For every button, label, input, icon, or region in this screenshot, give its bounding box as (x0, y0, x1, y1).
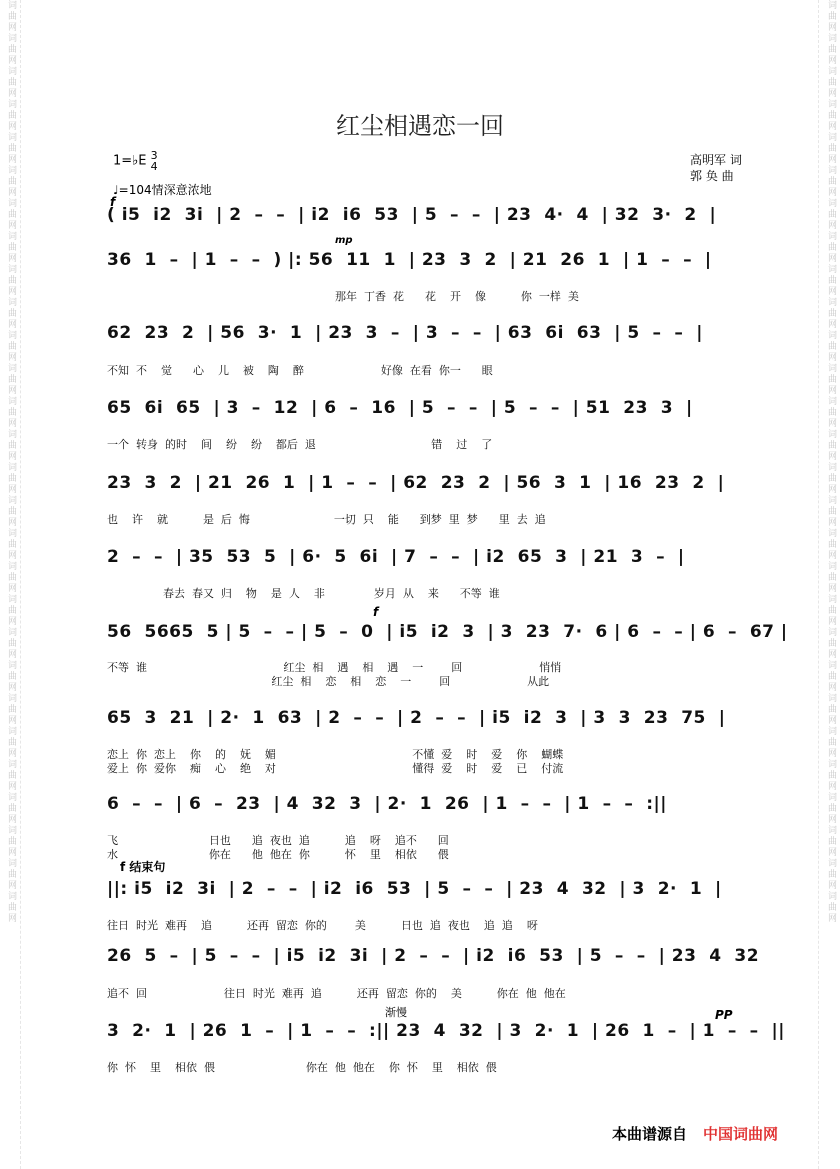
tempo-marking: ♩=104情深意浓地 (113, 183, 212, 197)
lyric-line: 爱上 你 爱你 痴 心 绝 对 懂得 爱 时 爱 已 付流 (107, 762, 564, 775)
music-row: 23 3 2 | 21 26 1 | 1 – – | 62 23 2 | 56 3 1 | 16 23 2 | (107, 473, 725, 493)
song-title: 红尘相遇恋一回 (336, 112, 504, 140)
dynamic-mp: mp (335, 235, 353, 246)
music-row: 3 2· 1 | 26 1 – | 1 – – :|| 23 4 32 | 3 2· 1 | 26 1 – | 1 – – || (107, 1021, 785, 1041)
left-margin-line (20, 0, 21, 1169)
key-prefix: 1= (113, 153, 133, 169)
lyric-line: 往日 时光 难再 追 还再 留恋 你的 美 日也 追 夜也 追 追 呀 (107, 919, 538, 932)
lyric-line: 一个 转身 的时 间 纷 纷 都后 退 错 过 了 (107, 438, 493, 451)
music-row: 65 6i 65 | 3 – 12 | 6 – 16 | 5 – – | 5 – – | 51 23 3 | (107, 398, 693, 418)
lyric-line: 红尘 相 恋 相 恋 一 回 从此 (107, 675, 550, 688)
lyric-line: 恋上 你 恋上 你 的 妩 媚 不懂 爱 时 爱 你 蝴蝶 (107, 748, 564, 761)
lyric-line: 水 你在 他 他在 你 怀 里 相依 偎 (107, 848, 449, 861)
ending-phrase-mark: f 结束句 (120, 860, 166, 874)
music-row: 62 23 2 | 56 3· 1 | 23 3 – | 3 – – | 63 6i 63 | 5 – – | (107, 323, 703, 343)
music-row: 6 – – | 6 – 23 | 4 32 3 | 2· 1 26 | 1 – – | 1 – – :|| (107, 794, 667, 814)
lyric-line: 春去 春又 归 物 是 人 非 岁月 从 来 不等 谁 (107, 587, 500, 600)
music-row: 26 5 – | 5 – – | i5 i2 3i | 2 – – | i2 i6 53 | 5 – – | 23 4 32 (107, 946, 760, 966)
composer-credit: 郭 奂 曲 (690, 169, 734, 183)
dynamic-f-2: f (373, 605, 379, 619)
lyric-line: 你 怀 里 相依 偎 你在 他 他在 你 怀 里 相依 偎 (107, 1061, 497, 1074)
time-top: 3 (150, 149, 158, 162)
watermark-right: 词曲网词曲网词曲网词曲网词曲网词曲网词曲网词曲网词曲网词曲网词曲网词曲网词曲网词曲网词曲网词曲网词曲网词曲网词曲网词曲网词曲网词曲网词曲网词曲网词曲网词曲网词曲网词曲网 (826, 0, 836, 924)
dynamic-f: f (110, 195, 116, 209)
music-row: 56 5665 5 | 5 – – | 5 – 0 | i5 i2 3 | 3 23 7· 6 | 6 – – | 6 – 67 | (107, 622, 788, 642)
footer-brand: 中国词曲网 (703, 1125, 779, 1143)
lyric-line: 那年 丁香 花 花 开 像 你 一样 美 (335, 290, 579, 303)
lyric-line: 不知 不 觉 心 儿 被 陶 醉 好像 在看 你一 眼 (107, 364, 493, 377)
source-footer (612, 1123, 778, 1144)
music-row: 65 3 21 | 2· 1 63 | 2 – – | 2 – – | i5 i2 3 | 3 3 23 75 | (107, 708, 726, 728)
watermark-left: 词曲网词曲网词曲网词曲网词曲网词曲网词曲网词曲网词曲网词曲网词曲网词曲网词曲网词曲网词曲网词曲网词曲网词曲网词曲网词曲网词曲网词曲网词曲网词曲网词曲网词曲网词曲网词曲网 (6, 0, 16, 924)
credits (690, 152, 742, 184)
lyric-line: 追不 回 往日 时光 难再 追 还再 留恋 你的 美 你在 他 他在 (107, 987, 566, 1000)
right-margin-line (818, 0, 819, 1169)
music-row: 36 1 – | 1 – – ) |: 56 11 1 | 23 3 2 | 21 26 1 | 1 – – | (107, 250, 712, 270)
time-signature (151, 150, 158, 172)
music-row: ||: i5 i2 3i | 2 – – | i2 i6 53 | 5 – – | 23 4 32 | 3 2· 1 | (107, 879, 722, 899)
ritardando-mark: 渐慢 (385, 1006, 407, 1019)
key-signature (113, 150, 158, 172)
time-bottom: 4 (150, 160, 158, 173)
footer-label: 本曲谱源自 (612, 1125, 688, 1143)
lyric-line: 不等 谁 红尘 相 遇 相 遇 一 回 悄悄 (107, 661, 562, 674)
music-row: ( i5 i2 3i | 2 – – | i2 i6 53 | 5 – – | 23 4· 4 | 32 3· 2 | (107, 205, 717, 225)
lyric-line: 也 许 就 是 后 悔 一切 只 能 到梦 里 梦 里 去 追 (107, 513, 546, 526)
music-row: 2 – – | 35 53 5 | 6· 5 6i | 7 – – | i2 65 3 | 21 3 – | (107, 547, 685, 567)
lyric-line: 飞 日也 追 夜也 追 追 呀 追不 回 (107, 834, 449, 847)
lyricist-credit: 高明军 词 (690, 153, 742, 167)
key-flat: ♭E (132, 153, 147, 169)
dynamic-pp: PP (715, 1008, 733, 1022)
